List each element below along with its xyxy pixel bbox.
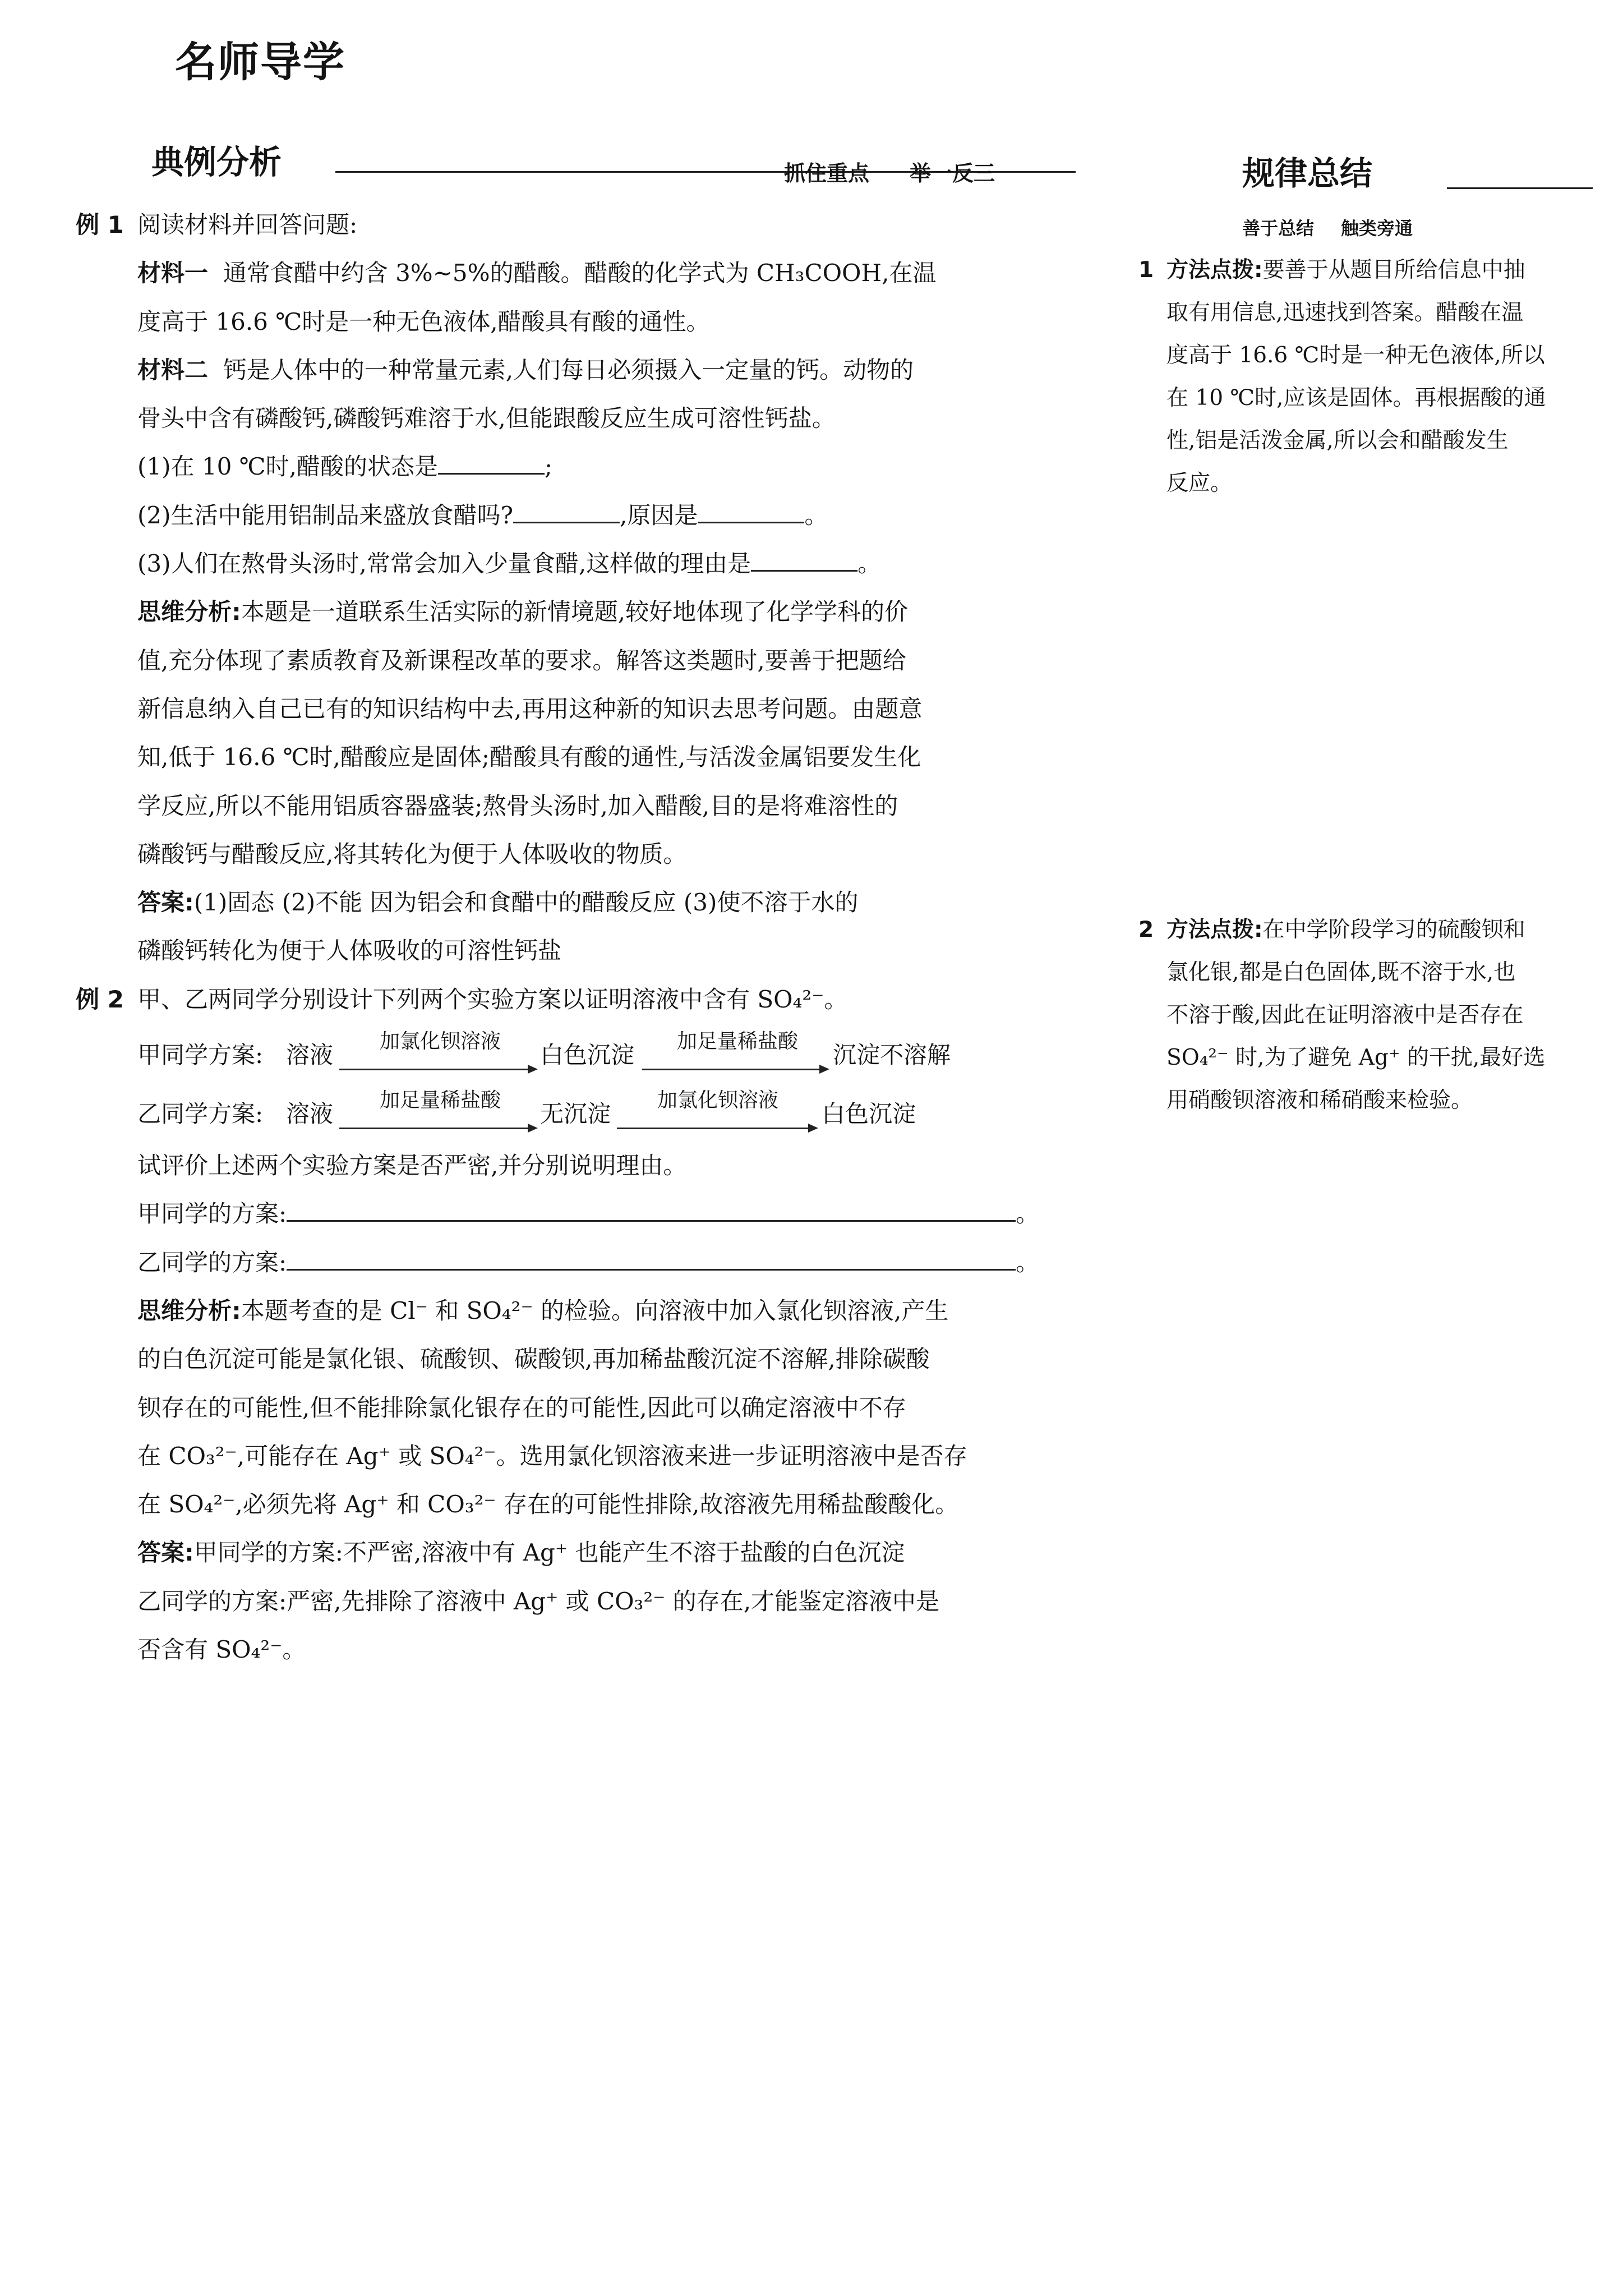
answer-blank: [698, 501, 804, 523]
analysis-text: 本题考查的是 Cl⁻ 和 SO₄²⁻ 的检验。向溶液中加入氯化钡溶液,产生: [241, 1296, 949, 1324]
material-label: 材料一: [137, 259, 209, 287]
question-text: (2)生活中能用铝制品来盛放食醋吗?: [137, 501, 514, 529]
plan-a-flow: [76, 1024, 1082, 1083]
material-2: [76, 346, 1082, 394]
example-label: 例 2: [76, 985, 124, 1013]
example-label: 例 1: [76, 211, 124, 238]
question-text: (1)在 10 ℃时,醋酸的状态是: [137, 453, 438, 481]
punctuation: ;: [544, 453, 553, 481]
section-tagline: [784, 156, 995, 187]
note-number: 1: [1138, 257, 1154, 283]
material-text: 骨头中含有磷酸钙,磷酸钙难溶于水,但能跟酸反应生成可溶性钙盐。: [137, 404, 836, 432]
question-3: [76, 540, 1082, 588]
note-text: 性,铝是活泼金属,所以会和醋酸发生: [1166, 428, 1509, 453]
answer-line-a: [76, 1190, 1082, 1238]
note-first-line: [1138, 249, 1604, 292]
analysis-text: 知,低于 16.6 ℃时,醋酸应是固体;醋酸具有酸的通性,与活泼金属铝要发生化: [137, 743, 921, 771]
question-2: [76, 491, 1082, 540]
example-2-heading: [76, 976, 1082, 1024]
method-note-1: [1138, 249, 1604, 505]
answer-text: 磷酸钙转化为便于人体吸收的可溶性钙盐: [137, 937, 562, 965]
tagline-item: 触类旁通: [1341, 218, 1413, 239]
answer-text: 否含有 SO₄²⁻。: [137, 1636, 306, 1664]
arrow-label: 加足量稀盐酸: [676, 1029, 798, 1053]
punctuation: 。: [1016, 1200, 1040, 1228]
punctuation: 。: [1016, 1248, 1040, 1276]
question-text: ,原因是: [620, 501, 698, 529]
note-number: 2: [1138, 917, 1154, 942]
analysis-label: 思维分析:: [137, 1296, 241, 1324]
answer-blank: [438, 453, 545, 475]
reaction-arrow: [617, 1128, 816, 1129]
answer-block: [76, 878, 1082, 927]
tagline-item: 举一反三: [910, 161, 995, 186]
analysis-text: 值,充分体现了素质教育及新课程改革的要求。解答这类题时,要善于把题给: [137, 646, 906, 674]
page-brand-title: 名师导学: [175, 38, 345, 86]
flow-step: 白色沉淀: [822, 1099, 916, 1128]
material-label: 材料二: [137, 356, 209, 384]
evaluate-prompt: 试评价上述两个实验方案是否严密,并分别说明理由。: [137, 1152, 687, 1180]
flow-step: 溶液: [286, 1041, 334, 1069]
answer-text: 甲同学的方案:不严密,溶液中有 Ag⁺ 也能产生不溶于盐酸的白色沉淀: [193, 1539, 905, 1567]
analysis-text: 学反应,所以不能用铝质容器盛装;熬骨头汤时,加入醋酸,目的是将难溶性的: [137, 792, 898, 820]
flow-step: 溶液: [286, 1099, 334, 1128]
note-label: 方法点拨:: [1166, 917, 1263, 942]
analysis-block: [76, 588, 1082, 636]
analysis-text: 在 SO₄²⁻,必须先将 Ag⁺ 和 CO₃²⁻ 存在的可能性排除,故溶液先用稀盐酸酸化。: [137, 1490, 959, 1519]
flow-step: 白色沉淀: [540, 1041, 635, 1069]
answer-text: (1)固态 (2)不能 因为铝会和食醋中的醋酸反应 (3)使不溶于水的: [193, 889, 859, 917]
note-text: 氯化银,都是白色固体,既不溶于水,也: [1166, 960, 1516, 985]
note-text: 在 10 ℃时,应该是固体。再根据酸的通: [1166, 385, 1546, 411]
analysis-text: 在 CO₃²⁻,可能存在 Ag⁺ 或 SO₄²⁻。选用氯化钡溶液来进一步证明溶液中是否存: [137, 1442, 967, 1470]
answer-label: 答案:: [137, 889, 194, 917]
section-title-summary: 规律总结: [1242, 154, 1373, 192]
section-tagline: [1242, 214, 1413, 240]
flow-step: 无沉淀: [540, 1099, 611, 1128]
arrow-label: 加氯化钡溶液: [657, 1088, 778, 1112]
analysis-text: 磷酸钙与醋酸反应,将其转化为便于人体吸收的物质。: [137, 840, 687, 868]
answer-prompt: 乙同学的方案:: [137, 1248, 287, 1276]
analysis-block: [76, 1287, 1082, 1335]
note-text: 取有用信息,迅速找到答案。醋酸在温: [1166, 300, 1524, 325]
example-prompt: 阅读材料并回答问题:: [137, 211, 358, 238]
section-divider: [1447, 187, 1593, 189]
answer-prompt: 甲同学的方案:: [137, 1200, 287, 1228]
note-text: 要善于从题目所给信息中抽: [1262, 257, 1525, 283]
note-first-line: [1138, 909, 1604, 951]
arrow-label: 加氯化钡溶液: [379, 1029, 501, 1053]
answer-blank: [287, 1200, 1016, 1222]
reaction-arrow: [339, 1069, 536, 1070]
plan-b-flow: [76, 1083, 1082, 1142]
note-label: 方法点拨:: [1166, 257, 1263, 283]
method-note-2: [1138, 909, 1604, 1122]
question-1: [76, 443, 1082, 491]
plan-label: 甲同学方案:: [137, 1041, 264, 1069]
analysis-text: 钡存在的可能性,但不能排除氯化银存在的可能性,因此可以确定溶液中不存: [137, 1393, 906, 1421]
reaction-arrow: [642, 1069, 827, 1070]
section-title-examples: 典例分析: [151, 143, 282, 181]
answer-block: [76, 1529, 1082, 1577]
tagline-item: 抓住重点: [784, 161, 870, 186]
answer-blank: [287, 1249, 1016, 1271]
answer-text: 乙同学的方案:严密,先排除了溶液中 Ag⁺ 或 CO₃²⁻ 的存在,才能鉴定溶液中是: [137, 1587, 940, 1615]
analysis-text: 新信息纳入自己已有的知识结构中去,再用这种新的知识去思考问题。由题意: [137, 694, 923, 723]
answer-blank: [751, 550, 857, 572]
analysis-text: 本题是一道联系生活实际的新情境题,较好地体现了化学学科的价: [241, 598, 909, 626]
flow-step: 沉淀不溶解: [833, 1041, 951, 1069]
tagline-item: 善于总结: [1242, 218, 1315, 239]
material-text: 通常食醋中约含 3%~5%的醋酸。醋酸的化学式为 CH₃COOH,在温: [223, 259, 937, 287]
plan-label: 乙同学方案:: [137, 1099, 264, 1128]
material-text: 度高于 16.6 ℃时是一种无色液体,醋酸具有酸的通性。: [137, 307, 710, 335]
analysis-text: 的白色沉淀可能是氯化银、硫酸钡、碳酸钡,再加稀盐酸沉淀不溶解,排除碳酸: [137, 1345, 930, 1373]
material-text: 钙是人体中的一种常量元素,人们每日必须摄入一定量的钙。动物的: [223, 356, 914, 384]
examples-column: [76, 201, 1082, 1674]
note-text: SO₄²⁻ 时,为了避免 Ag⁺ 的干扰,最好选: [1166, 1045, 1546, 1070]
note-text: 用硝酸钡溶液和稀硝酸来检验。: [1166, 1088, 1473, 1113]
example-prompt: 甲、乙两同学分别设计下列两个实验方案以证明溶液中含有 SO₄²⁻。: [137, 985, 848, 1013]
note-text: 在中学阶段学习的硫酸钡和: [1262, 917, 1525, 942]
material-1: [76, 249, 1082, 297]
note-text: 度高于 16.6 ℃时是一种无色液体,所以: [1166, 343, 1545, 368]
question-text: (3)人们在熬骨头汤时,常常会加入少量食醋,这样做的理由是: [137, 550, 751, 578]
punctuation: 。: [857, 550, 882, 578]
answer-blank: [513, 501, 620, 523]
answer-line-b: [76, 1239, 1082, 1287]
answer-label: 答案:: [137, 1539, 194, 1567]
note-text: 反应。: [1166, 471, 1233, 496]
arrow-label: 加足量稀盐酸: [379, 1088, 501, 1112]
note-text: 不溶于酸,因此在证明溶液中是否存在: [1166, 1002, 1524, 1028]
example-1-heading: [76, 201, 1082, 249]
punctuation: 。: [804, 501, 828, 529]
reaction-arrow: [339, 1128, 536, 1129]
analysis-label: 思维分析:: [137, 598, 241, 626]
